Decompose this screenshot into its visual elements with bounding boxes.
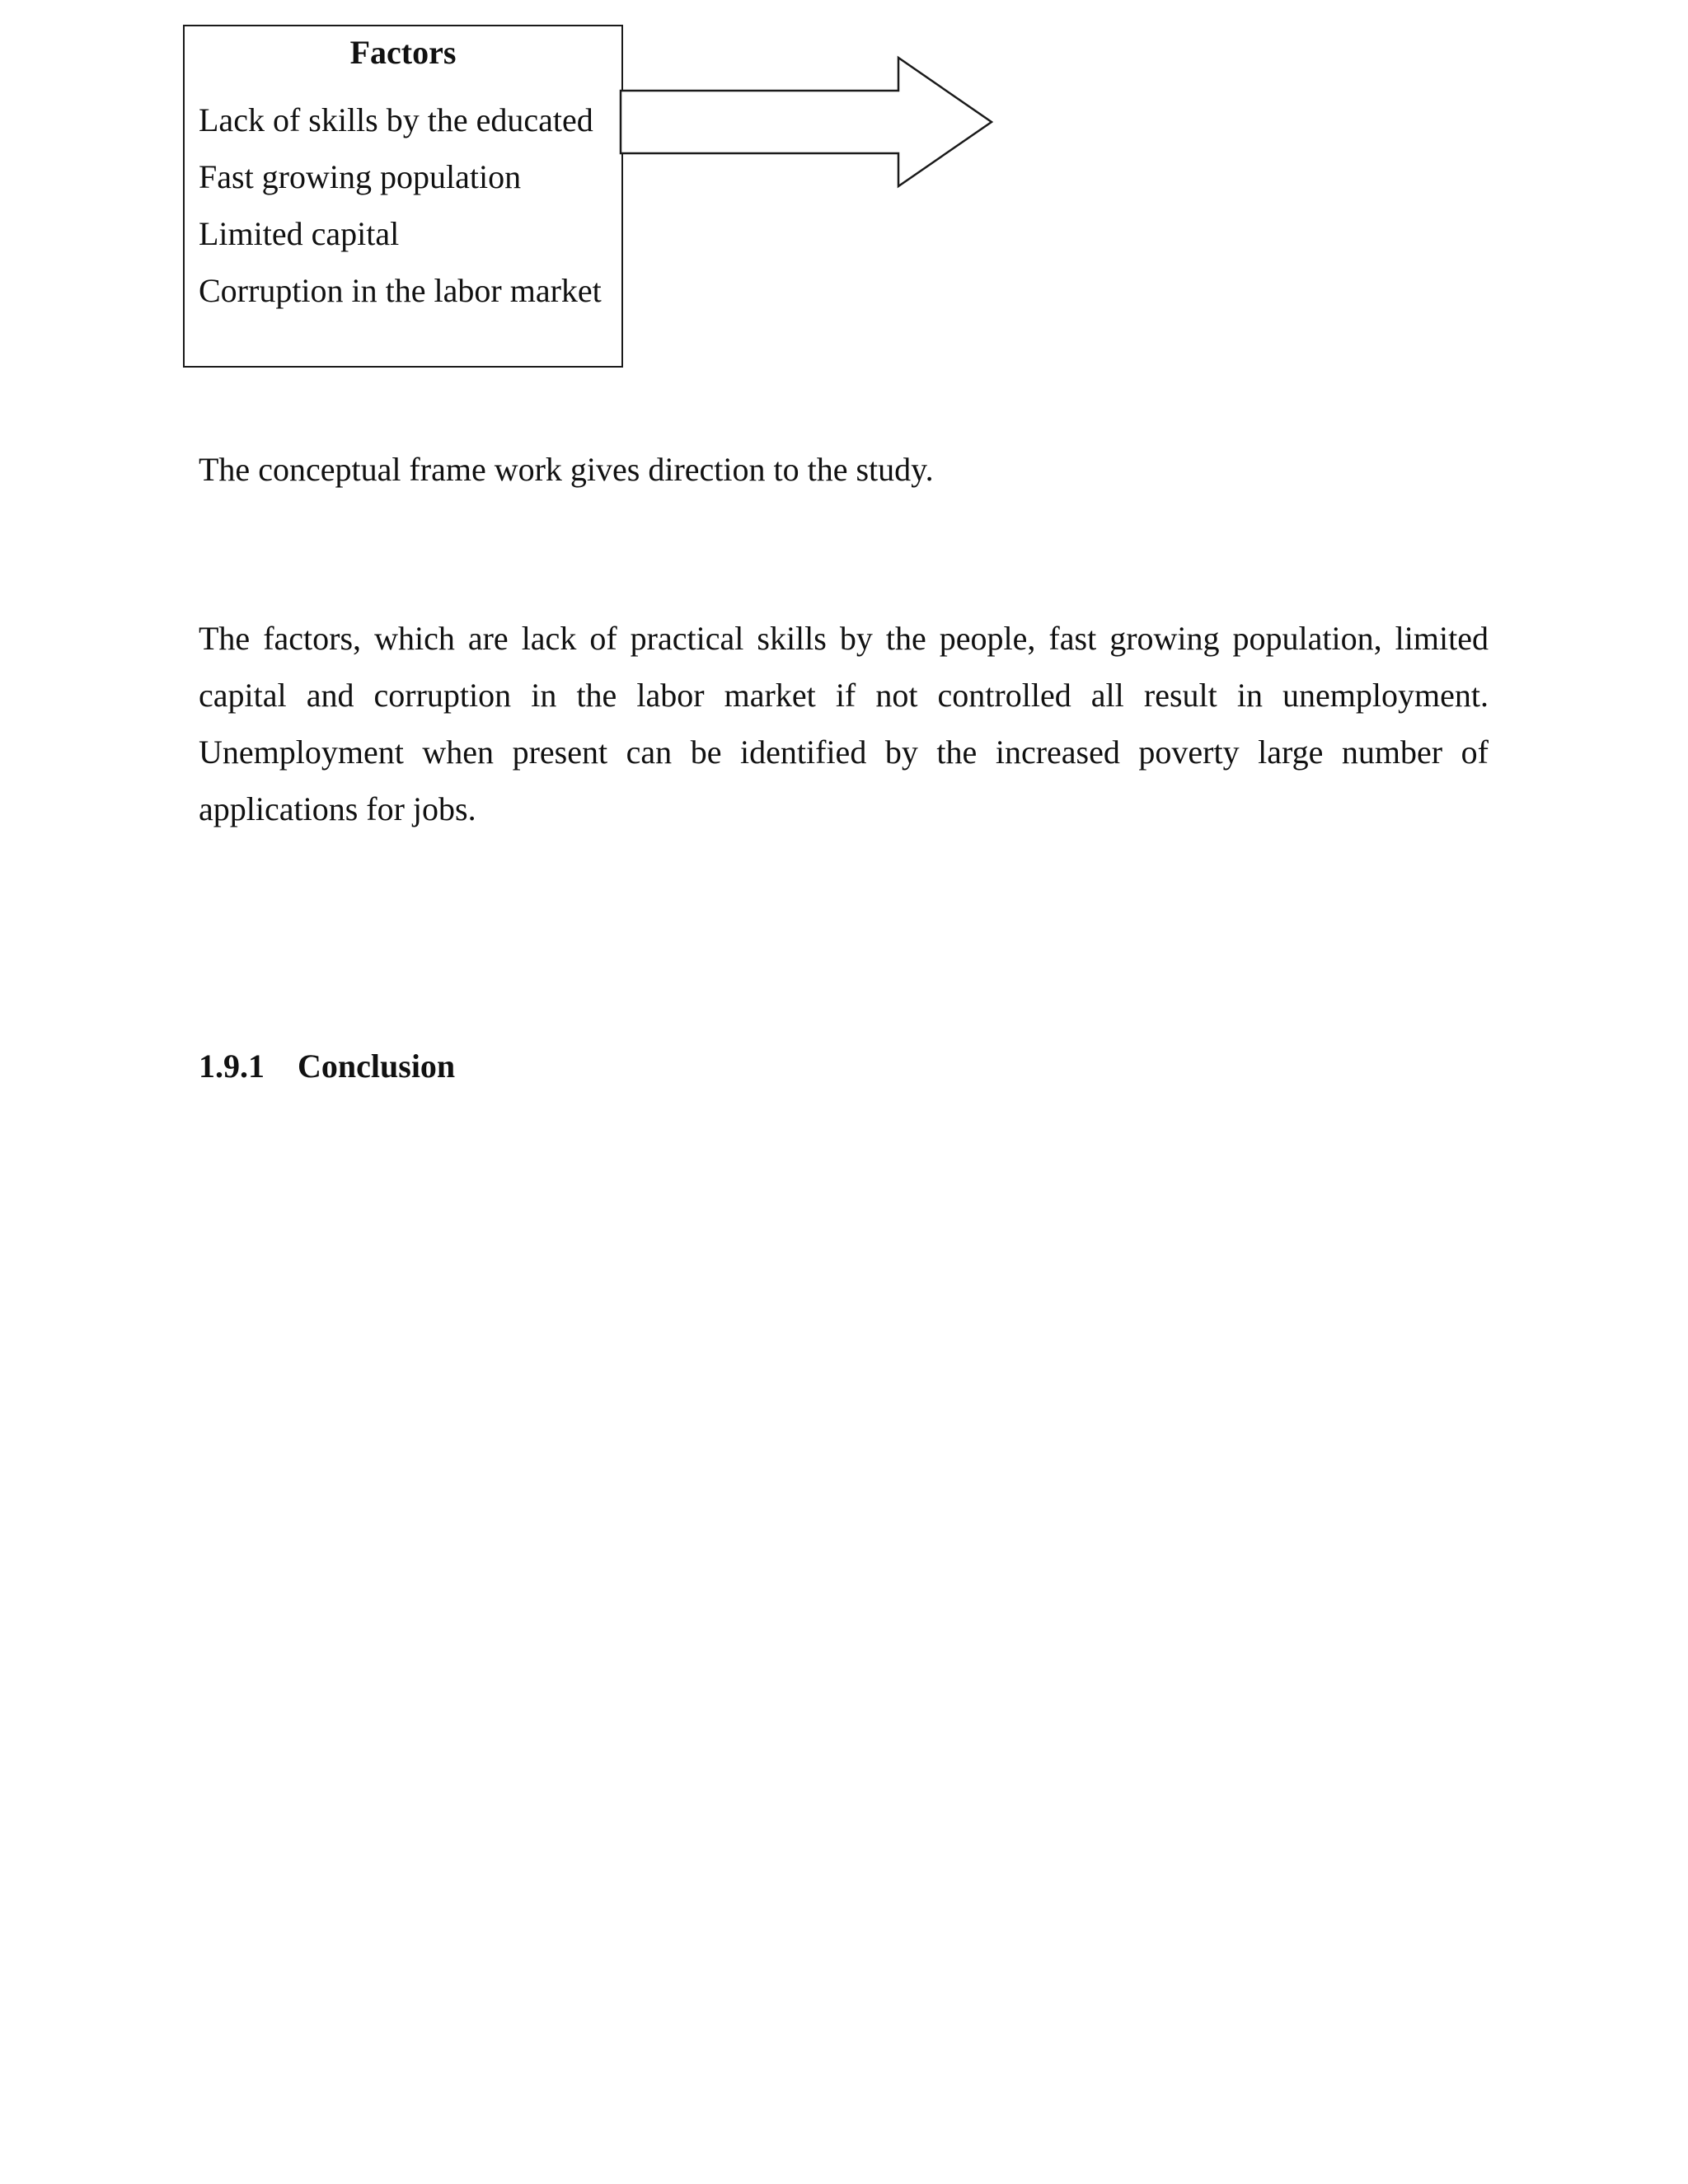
right-arrow-shape — [621, 58, 992, 186]
paragraph-line: Unemployment when present can be identified by the increased poverty large number of — [199, 733, 1489, 771]
factor-item: Limited capital — [199, 215, 400, 252]
paragraph-line: capital and corruption in the labor market if not controlled all result in unemployment. — [199, 677, 1489, 714]
factor-item: Corruption in the labor market — [199, 272, 602, 309]
paragraph-line: The factors, which are lack of practical skills by the people, fast growing population, limited — [199, 620, 1489, 657]
factors-box — [183, 25, 623, 368]
factor-item: Lack of skills by the educated — [199, 101, 593, 138]
conceptual-framework-sentence: The conceptual frame work gives direction to the study. — [199, 451, 934, 488]
factor-item: Fast growing population — [199, 158, 522, 195]
paragraph-line: applications for jobs. — [199, 790, 476, 827]
factors-title: Factors — [349, 34, 457, 71]
section-title: Conclusion — [298, 1047, 456, 1085]
section-heading — [199, 1047, 456, 1085]
section-number: 1.9.1 — [199, 1047, 265, 1085]
right-arrow-icon — [610, 49, 1006, 198]
